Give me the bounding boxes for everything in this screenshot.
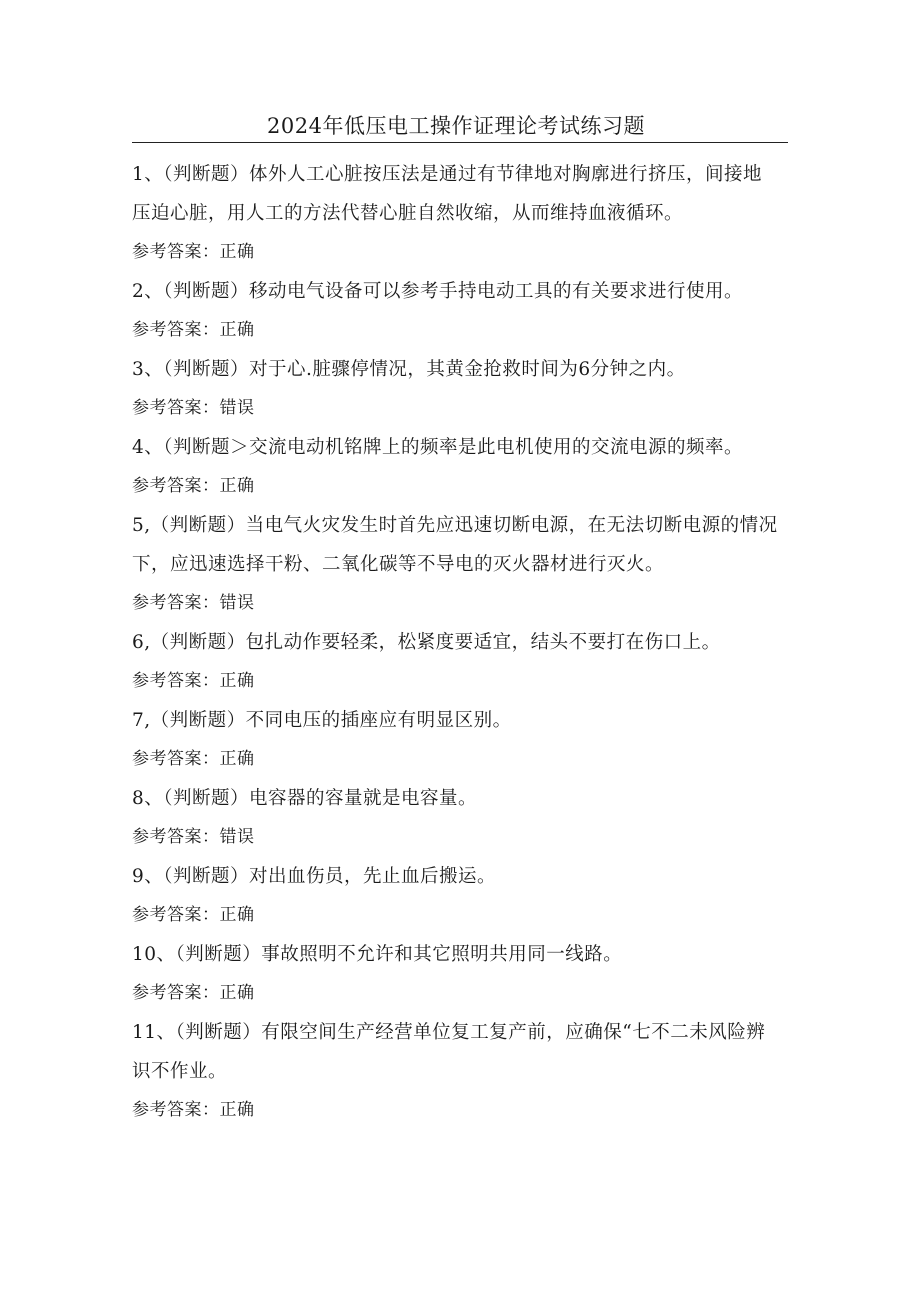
answer-text: 参考答案：错误: [132, 827, 255, 847]
question-text: 5,（判断题）当电气火灾发生时首先应迅速切断电源，在无法切断电源的情况下，应迅速选择干粉、二氧化碳等不导电的灭火器材进行灭火。: [132, 515, 778, 575]
question-item-4: [132, 428, 780, 506]
question-text: 3、（判断题）对于心.脏骤停情况，其黄金抢救时间为6分钟之内。: [132, 359, 686, 380]
question-item-5: [132, 506, 780, 623]
answer-text: 参考答案：正确: [132, 905, 255, 925]
question-text: 2、（判断题）移动电气设备可以参考手持电动工具的有关要求进行使用。: [132, 281, 744, 302]
question-item-11: [132, 1013, 780, 1130]
title-underline: [132, 142, 788, 143]
answer-text: 参考答案：正确: [132, 671, 255, 691]
question-list: [132, 155, 780, 1130]
answer-text: 参考答案：错误: [132, 593, 255, 613]
answer-text: 参考答案：正确: [132, 983, 255, 1003]
question-item-6: [132, 623, 780, 701]
answer-text: 参考答案：正确: [132, 476, 255, 496]
answer-text: 参考答案：正确: [132, 320, 255, 340]
question-text: 11、（判断题）有限空间生产经营单位复工复产前，应确保“七不二未风险辨识不作业。: [132, 1022, 766, 1082]
question-text: 1、（判断题）体外人工心脏按压法是通过有节律地对胸廓进行挤压，间接地压迫心脏，用人工的方法代替心脏自然收缩，从而维持血液循环。: [132, 164, 763, 224]
answer-text: 参考答案：正确: [132, 749, 255, 769]
question-item-10: [132, 935, 780, 1013]
answer-text: 参考答案：正确: [132, 1100, 255, 1120]
question-text: 6,（判断题）包扎动作要轻柔，松紧度要适宜，结头不要打在伤口上。: [132, 632, 721, 653]
question-item-1: [132, 155, 780, 272]
question-text: 9、（判断题）对出血伤员，先止血后搬运。: [132, 866, 497, 887]
question-item-3: [132, 350, 780, 428]
question-text: 8、（判断题）电容器的容量就是电容量。: [132, 788, 478, 809]
answer-text: 参考答案：正确: [132, 242, 255, 262]
answer-text: 参考答案：错误: [132, 398, 255, 418]
question-item-2: [132, 272, 780, 350]
document-title: 2024年低压电工操作证理论考试练习题: [267, 114, 645, 138]
question-text: 7,（判断题）不同电压的插座应有明显区别。: [132, 710, 512, 731]
question-text: 10、（判断题）事故照明不允许和其它照明共用同一线路。: [132, 944, 623, 965]
question-text: 4、（判断题＞交流电动机铭牌上的频率是此电机使用的交流电源的频率。: [132, 437, 744, 458]
question-item-9: [132, 857, 780, 935]
question-item-7: [132, 701, 780, 779]
question-item-8: [132, 779, 780, 857]
